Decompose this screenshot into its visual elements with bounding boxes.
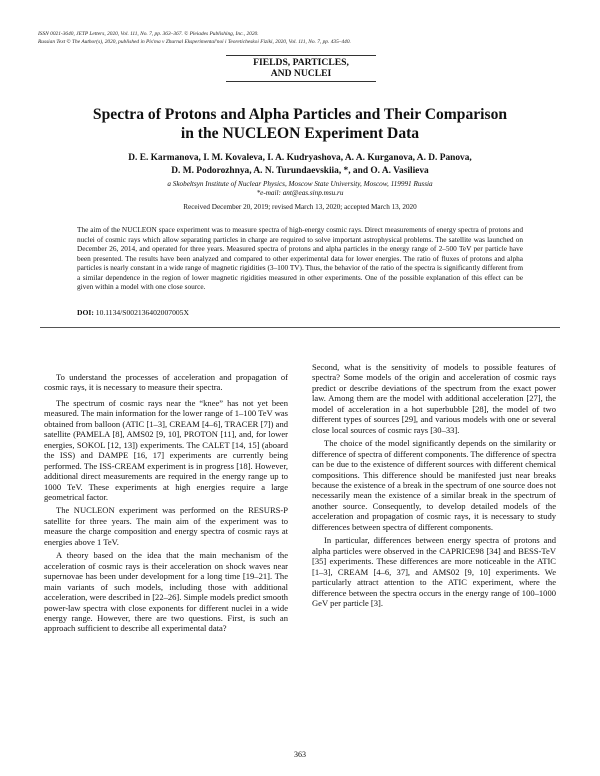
right-column bbox=[312, 362, 556, 611]
body-paragraph: In particular, differences between energy spectra of protons and alpha particles were observed in the CAPRICE98 [34] and BESS-TeV [35] experiments. These differences are more noticeable in the ATIC [1–3], CREAM [4–6, 37], and AMS02 [9, 10] experiments. We particularly attract attention to the ATIC experiment, where the difference between the spectra occurs in the energy range of 100–1000 GeV per particle [3]. bbox=[312, 535, 556, 608]
section-rule-bottom bbox=[226, 81, 376, 82]
abstract-divider bbox=[40, 327, 560, 328]
body-paragraph: The NUCLEON experiment was performed on the RESURS-P satellite for three years. The main aim of the experiment was to measure the charge composition and energy spectra of cosmic rays at energies above 1 TeV. bbox=[44, 505, 288, 547]
article-title-line-2: in the NUCLEON Experiment Data bbox=[180, 125, 420, 142]
section-heading bbox=[226, 57, 376, 79]
doi-label: DOI: bbox=[77, 308, 94, 317]
page-number: 363 bbox=[294, 750, 306, 759]
section-heading-line-1: FIELDS, PARTICLES, bbox=[253, 57, 349, 68]
affiliation-email: *e-mail: ant@eas.sinp.msu.ru bbox=[256, 189, 344, 197]
body-paragraph: A theory based on the idea that the main mechanism of the acceleration of cosmic rays is their acceleration on shock waves near supernovae has been under development for a long time [19–21]. The main variants of such models, including those with additional acceleration, were described in [22–26]. Simple models predict smooth power-law spectra with close exponents for different nuclei in a wide energy range. However, there are two questions. First, is such an approach sufficient to describe all experimental data? bbox=[44, 550, 288, 634]
section-heading-line-2: AND NUCLEI bbox=[270, 68, 332, 79]
author-list-line-1: D. E. Karmanova, I. M. Kovaleva, I. A. Kudryashova, A. A. Kurganova, A. D. Panova, bbox=[128, 153, 472, 163]
affiliation-institute: a Skobeltsyn Institute of Nuclear Physics, Moscow State University, Moscow, 119991 Russia bbox=[167, 180, 433, 188]
author-list-line-2: D. M. Podorozhnya, A. N. Turundaevskiia, *, and O. A. Vasilieva bbox=[171, 166, 429, 176]
journal-header-line-2: Russian Text © The Author(s), 2020, published in Pis'ma v Zhurnal Eksperimental'noi i Teoreticheskoi Fiziki, 2020, Vol. 111, No. 7, pp. 435–440. bbox=[38, 39, 351, 45]
section-rule-top bbox=[226, 55, 376, 56]
doi-value[interactable]: 10.1134/S002136402007005X bbox=[95, 308, 189, 317]
received-dates: Received December 20, 2019; revised March 13, 2020; accepted March 13, 2020 bbox=[183, 203, 417, 211]
author-list bbox=[40, 152, 560, 178]
body-paragraph: Second, what is the sensitivity of models to possible features of spectra? Some models of the origin and acceleration of cosmic rays predict or describe deviations of the spectrum from the exact power law. Among them are the model with additional acceleration [27], the model of acceleration in a hot superbubble [28], the model of two different types of sources [29], and various models with one or several close local sources of cosmic rays [30–33]. bbox=[312, 362, 556, 435]
body-paragraph: To understand the processes of acceleration and propagation of cosmic rays, it is necessary to measure their spectra. bbox=[44, 372, 288, 393]
body-paragraph: The choice of the model significantly depends on the similarity or difference of spectra of different components. The difference of spectra can be due to the existence of different sources with different chemical compositions. This difference should be manifested just near breaks because the existence of a break in the spectrum of one source does not necessarily mean the existence of a similar break in the spectrum of another source. Consequently, to develop detailed models of the acceleration and propagation of cosmic rays, it is necessary to study differences between spectra of different components. bbox=[312, 438, 556, 532]
left-column bbox=[44, 372, 288, 637]
body-paragraph: The spectrum of cosmic rays near the “knee” has not yet been measured. The main information for the lower range of 1–100 TeV was obtained from balloon (ATIC [1–3], CREAM [4–6], TRACER [7]) and satellite (PAMELA [8], AMS02 [9, 10], PROTON [11], and, for lower energies, SOKOL [12, 13]) experiments. The CALET [14, 15] (aboard the ISS) and DAMPE [16, 17] experiments are currently being performed. The ISS-CREAM experiment is in progress [18]. However, additional direct measurements are required in the energy range up to 1000 TeV. These experiments at high energies require a large geometrical factor. bbox=[44, 397, 288, 502]
journal-header bbox=[38, 30, 558, 46]
journal-header-line-1: ISSN 0021-3640, JETP Letters, 2020, Vol. 111, No. 7, pp. 363–367. © Pleiades Publishing, Inc., 2020. bbox=[38, 31, 259, 37]
affiliation bbox=[40, 180, 560, 198]
article-title-line-1: Spectra of Protons and Alpha Particles and Their Comparison bbox=[92, 106, 508, 123]
article-title bbox=[40, 105, 560, 143]
doi bbox=[77, 308, 189, 317]
abstract: The aim of the NUCLEON space experiment was to measure spectra of high-energy cosmic rays. Direct measurements of energy spectra of protons and nuclei of cosmic rays which allow separating particles in charge are required to solve important astrophysical problems. The satellite was launched on December 26, 2014, and operated for three years. Measured spectra of protons and alpha particles in the energy range of 2–500 TeV per particle have been presented. The results have been analyzed and compared to other experimental data for lower energies. The ratio of fluxes of protons and alpha particles is nearly constant in a wide range of magnetic rigidities (3–100 TV). Thus, the behavior of the ratio of the spectra is significantly different from a similar dependence in the region of lower magnetic rigidities measured in other experiments. One of the possible explanation of this effect can be given within a model with one close source. bbox=[77, 225, 523, 291]
